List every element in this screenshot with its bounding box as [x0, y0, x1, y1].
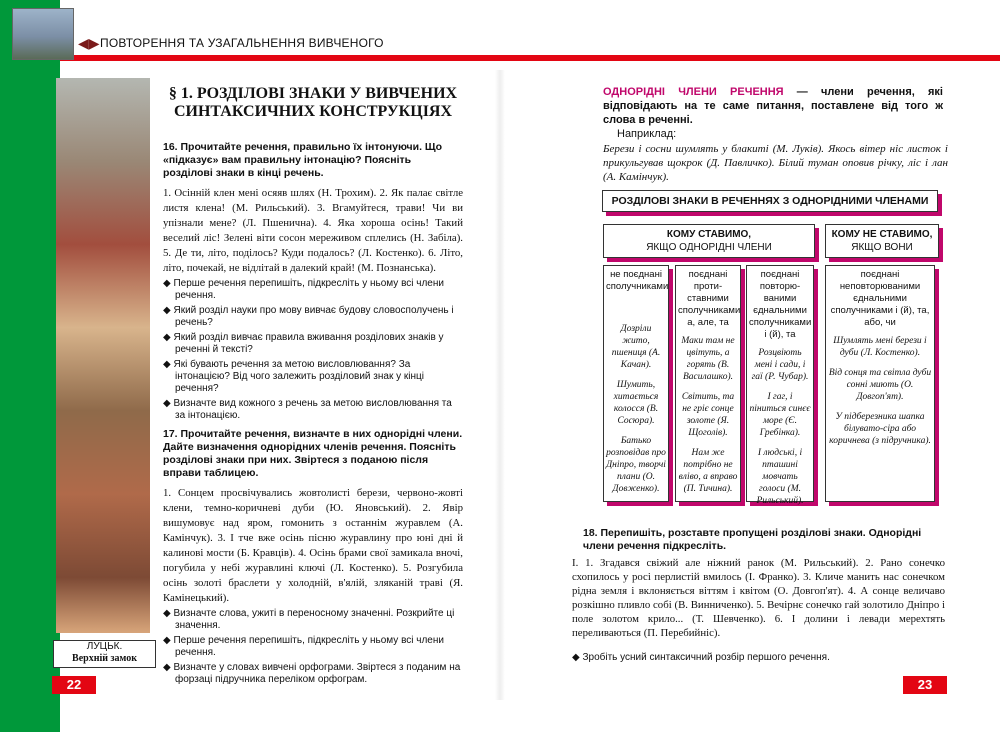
column-example: Від сонця та світла дуби сонні миють (О. Довгоп'ят).: [828, 368, 932, 402]
column-example: Батько розповідав про Дніпро, творчі плани (О. Довженко).: [606, 436, 666, 494]
column-example: І людські, і пташині мовчать голоси (М. Рильський).: [756, 448, 804, 506]
table-column: [746, 265, 814, 506]
column-example: Шумить, хитається колосся (В. Сосюра).: [613, 380, 659, 426]
column-example: Світить, та не гріє сонце золоте (Я. Щоголів).: [681, 392, 735, 438]
header-put-comma: КОМУ СТАВИМО, ЯКЩО ОДНОРІДНІ ЧЛЕНИ: [603, 224, 815, 258]
task-18-heading: 18. Перепишіть, розставте пропущені розділові знаки. Однорідні члени речення підкресліть.: [583, 527, 922, 552]
page-number-left: 22: [52, 676, 96, 694]
column-head: поєднані протиставними сполучниками а, але, та: [678, 269, 741, 328]
task-17-bullet: ◆ Визначте слова, ужиті в переносному значенні. Розкрийте ці значення.: [163, 608, 455, 631]
task-16-bullet: ◆ Перше речення перепишіть, підкресліть у ньому всі члени речення.: [163, 278, 444, 301]
green-side-band: [0, 0, 60, 732]
definition: [603, 85, 943, 127]
column-head: поєднані неповторюваними єднальними сполучниками і (й), та, або, чи: [830, 269, 930, 328]
header-no-comma: КОМУ НЕ СТАВИМО, ЯКЩО ВОНИ: [825, 224, 939, 258]
task-16-heading: 16. Прочитайте речення, правильно їх інтонуючи. Що «підказує» вам правильну інтонацію? Поясніть розділові знаки в кінці речень.: [163, 141, 443, 179]
task-16-bullet: ◆ Які бувають речення за метою висловлювання? За інтонацією? Від чого залежить розділовий знак у кінці речення?: [163, 359, 424, 394]
column-example: Дозріли жито, пшениця (А. Качан).: [611, 324, 661, 370]
task-16-text: 1. Осінній клен мені осяяв шлях (Н. Трохим). 2. Як палає світле листя клена! (М. Рильський). 3. Вгамуйтеся, трави! Чи ви упізнали мене? (Л. Пшенична). 4. Яка хороша осінь! Такий веселий ліс! Зелені віти сосон мереживом сплелись (Н. Забіла). 5. Де ти, літо, поділось? Куди подалось? (Л. Костенко). 6. Літо, літо, почекай, не відлітай в далекий край! (М. Познанська).: [163, 187, 463, 274]
caption-city: ЛУЦЬК.: [86, 641, 123, 652]
caption-place: Верхній замок: [72, 653, 137, 664]
table-column: [825, 265, 935, 502]
task-17-bullet: ◆ Перше речення перепишіть, підкресліть у ньому всі члени речення.: [163, 635, 444, 658]
task-16-bullet: ◆ Визначте вид кожного з речень за метою висловлювання та за інтонацією.: [163, 398, 452, 421]
column-head: не поєднані сполучниками: [606, 269, 669, 292]
column-example: І гаг, і піниться синєє море (Є. Гребінка).: [749, 392, 811, 438]
table-column: [603, 265, 669, 502]
column-example: Маки там не цвітуть, а горять (В. Василашко).: [681, 336, 735, 382]
example-text: Берези і сосни шумлять у блакиті (М. Луків). Якось вітер ніс листок і прикульгував щокрок (Д. Павличко). Білий туман оповив річку, ліс і лан (А. Камінчук).: [603, 143, 948, 183]
task-18-bullet: ◆ Зробіть усний синтаксичний розбір першого речення.: [572, 652, 830, 663]
running-header-title: ПОВТОРЕННЯ ТА УЗАГАЛЬНЕННЯ ВИВЧЕНОГО: [100, 36, 384, 50]
task-16-bullet: ◆ Який розділ науки про мову вивчає будову словосполучень і речень?: [163, 305, 454, 328]
task-16-bullet: ◆ Який розділ вивчає правила вживання розділових знаків у реченні й тексті?: [163, 332, 444, 355]
page-gutter: [495, 70, 505, 700]
column-example: Розцвіють мені і сади, і гаї (Р. Чубар).: [751, 348, 809, 382]
column-example: Шумлять мені берези і дуби (Л. Костенко).: [833, 336, 927, 358]
table-title: РОЗДІЛОВІ ЗНАКИ В РЕЧЕННЯХ З ОДНОРІДНИМИ ЧЛЕНАМИ: [602, 190, 938, 212]
left-column: [163, 85, 463, 689]
column-head: поєднані повторюваними єднальними сполучниками і (й), та: [749, 269, 812, 340]
definition-term: ОДНОРІДНІ ЧЛЕНИ РЕЧЕННЯ: [603, 86, 784, 98]
table-column: [675, 265, 741, 502]
page-number-right: 23: [903, 676, 947, 694]
section-title: § 1. РОЗДІЛОВІ ЗНАКИ У ВИВЧЕНИХ СИНТАКСИЧНИХ КОНСТРУКЦІЯХ: [168, 85, 458, 120]
task-17-heading: 17. Прочитайте речення, визначте в них однорідні члени. Дайте визначення однорідних членів речення. Поясніть розділові знаки при них. Звіртеся з поданою після вправи таблицею.: [163, 428, 463, 479]
column-example: Нам же потрібно не вліво, а вправо (П. Тичина).: [678, 448, 738, 494]
header-monument-photo: [12, 8, 74, 60]
definition-text: — члени речення, які відповідають на те саме питання, поставлене від того ж слова в реченні.: [603, 86, 943, 126]
photo-caption: [53, 640, 156, 668]
arrow-icon: ◀▶: [78, 37, 100, 52]
column-example: У підберезника шапка білувато-сіра або коричнева (з підручника).: [829, 412, 931, 446]
castle-photo: [56, 78, 150, 633]
example-label: Наприклад:: [617, 128, 677, 140]
task-17-bullet: ◆ Визначте у словах вивчені орфограми. Звіртеся з поданим на форзаці підручника переліком орфограм.: [163, 662, 461, 685]
task-18-text: I. 1. Згадався свіжий але ніжний ранок (М. Рильський). 2. Рано сонечко схопилось у росі перлистій вмилось (І. Франко). 3. Кличе манить нас сонечком рідна земля і вклоняється віттям і квітом (О. Довгоп'ят). 4. А сонце величаво розкішно пливло собі (В. Винниченко). 5. Вечірнє сонечко гай золотило Дніпро і поле золотом крило... (Т. Шевченко). 6. І долини і левади мерехтять переливаються (П. Перебийніс).: [572, 557, 945, 639]
task-17-text: 1. Сонцем просвічувались жовтолисті берези, червоно-жовті клени, темно-коричневі дуби (Ю. Яновський). 2. Явір вишумовує над яром, гомонить з останнім журавлем (А. Камінчук). 3. І тче вже осінь пісню журавлину про юні дні й калинові мости (Б. Кравців). 4. Осінь брами свої замикала вночі, погубила у небі журавлині ключі (Л. Костенко). 5. Розгубила осінь золоті браслети у холодній, в'ялій, зляканій траві (Я. Камінецький).: [163, 487, 463, 604]
red-header-line: [60, 55, 1000, 61]
